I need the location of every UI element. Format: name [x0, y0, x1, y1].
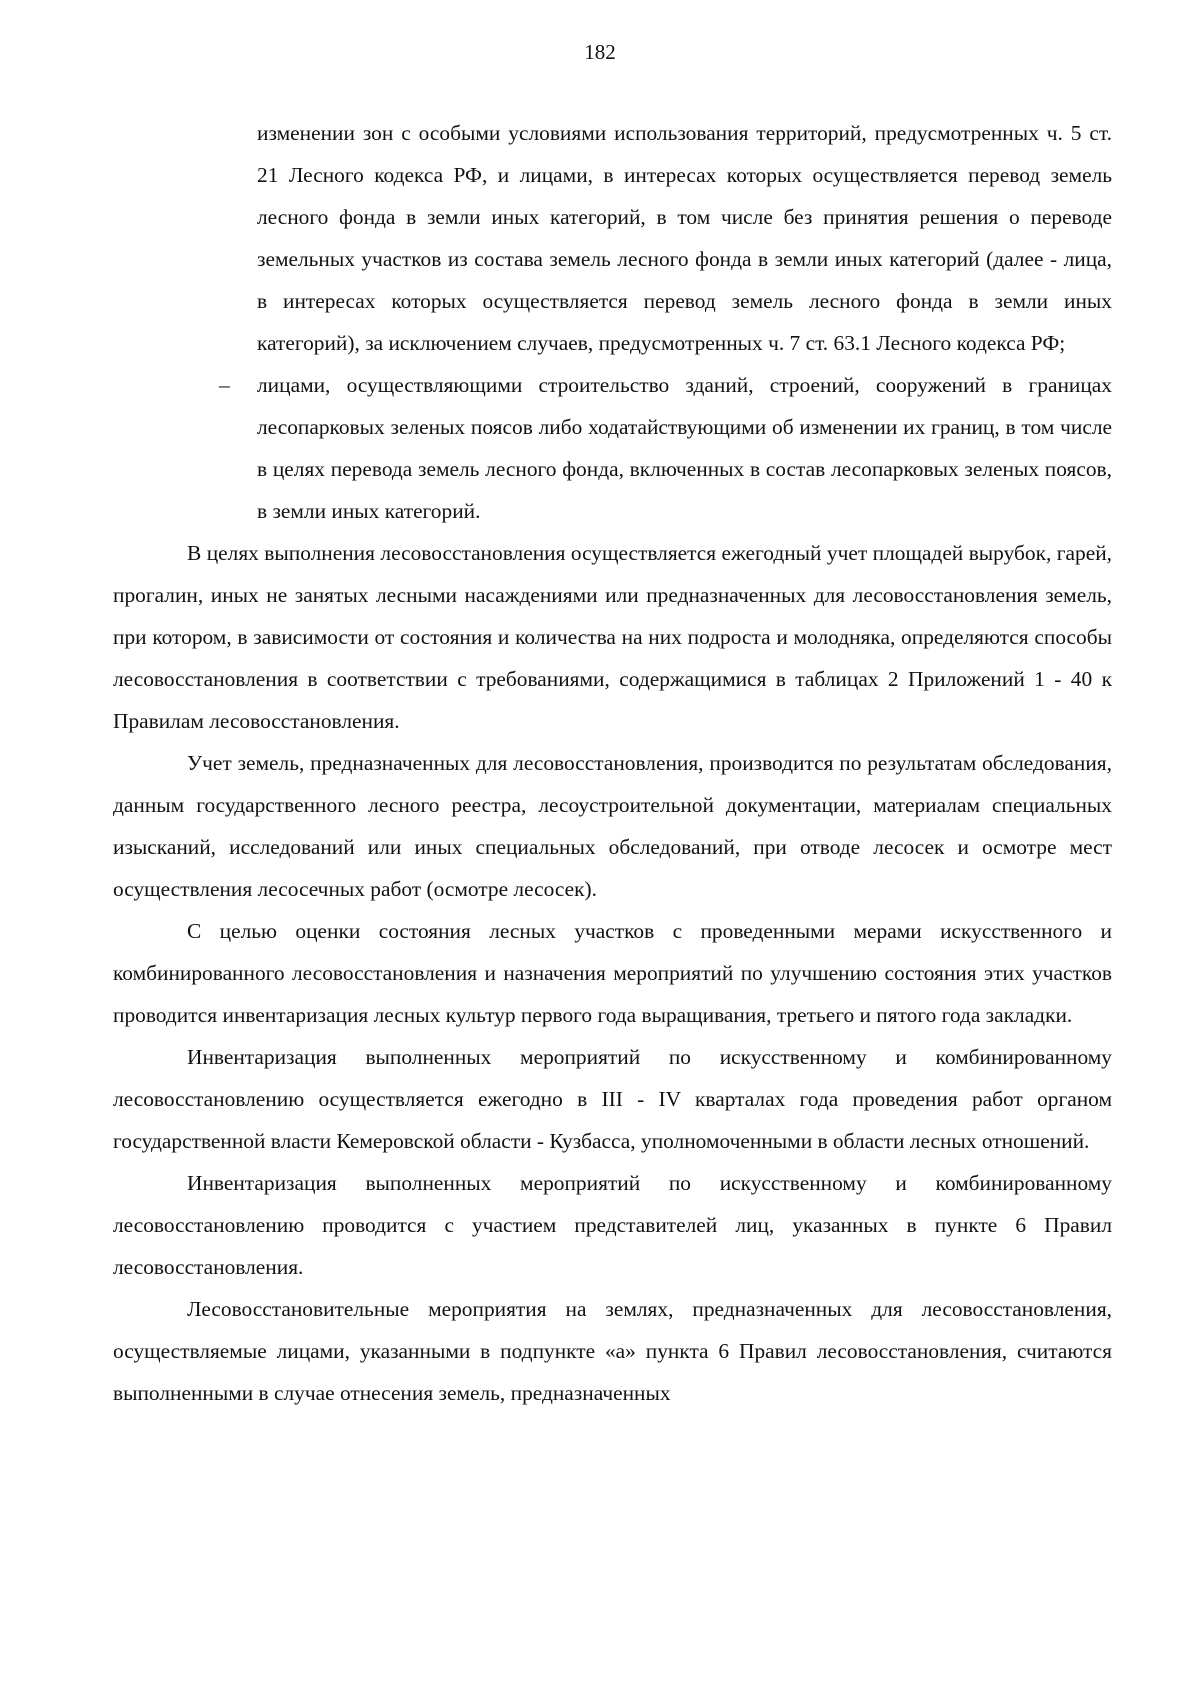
- paragraph-annual-accounting: В целях выполнения лесовосстановления осуществляется ежегодный учет площадей вырубок, гарей, прогалин, иных не занятых лесными насаждениями или предназначенных для лесовосстановления земель, при котором, в зависимости от состояния и количества на них подроста и молодняка, определяются способы лесовосстановления в соответствии с требованиями, содержащимися в таблицах 2 Приложений 1 - 40 к Правилам лесовосстановления.: [113, 541, 1112, 733]
- bullet-list-item: [113, 364, 1112, 532]
- paragraph-state-assessment: С целью оценки состояния лесных участков с проведенными мерами искусственного и комбинированного лесовосстановления и назначения мероприятий по улучшению состояния этих участков проводится инвентаризация лесных культур первого года выращивания, третьего и пятого года закладки.: [113, 919, 1112, 1027]
- bullet-item-text: лицами, осуществляющими строительство зданий, строений, сооружений в границах лесопарковых зеленых поясов либо ходатайствующими об изменении их границ, в том числе в целях перевода земель лесного фонда, включенных в состав лесопарковых зеленых поясов, в земли иных категорий.: [257, 373, 1112, 523]
- paragraph-land-accounting: Учет земель, предназначенных для лесовосстановления, производится по результатам обследования, данным государственного лесного реестра, лесоустроительной документации, материалам специальных изысканий, исследований или иных специальных обследований, при отводе лесосек и осмотре мест осуществления лесосечных работ (осмотре лесосек).: [113, 751, 1112, 901]
- page-number: 182: [584, 40, 616, 64]
- paragraph-inventory-participants: Инвентаризация выполненных мероприятий по искусственному и комбинированному лесовосстановлению проводится с участием представителей лиц, указанных в пункте 6 Правил лесовосстановления.: [113, 1171, 1112, 1279]
- paragraph-completion-criteria: Лесовосстановительные мероприятия на землях, предназначенных для лесовосстановления, осуществляемые лицами, указанными в подпункте «а» пункта 6 Правил лесовосстановления, считаются выполненными в случае отнесения земель, предназначенных: [113, 1297, 1112, 1405]
- document-body: [113, 112, 1112, 1414]
- paragraph-inventory-schedule: Инвентаризация выполненных мероприятий по искусственному и комбинированному лесовосстановлению осуществляется ежегодно в III - IV кварталах года проведения работ органом государственной власти Кемеровской области - Кузбасса, уполномоченными в области лесных отношений.: [113, 1045, 1112, 1153]
- bullet-dash: –: [219, 373, 230, 397]
- continuation-paragraph: изменении зон с особыми условиями использования территорий, предусмотренных ч. 5 ст. 21 Лесного кодекса РФ, и лицами, в интересах которых осуществляется перевод земель лесного фонда в земли иных категорий, в том числе без принятия решения о переводе земельных участков из состава земель лесного фонда в земли иных категорий (далее - лица, в интересах которых осуществляется перевод земель лесного фонда в земли иных категорий), за исключением случаев, предусмотренных ч. 7 ст. 63.1 Лесного кодекса РФ;: [257, 121, 1112, 355]
